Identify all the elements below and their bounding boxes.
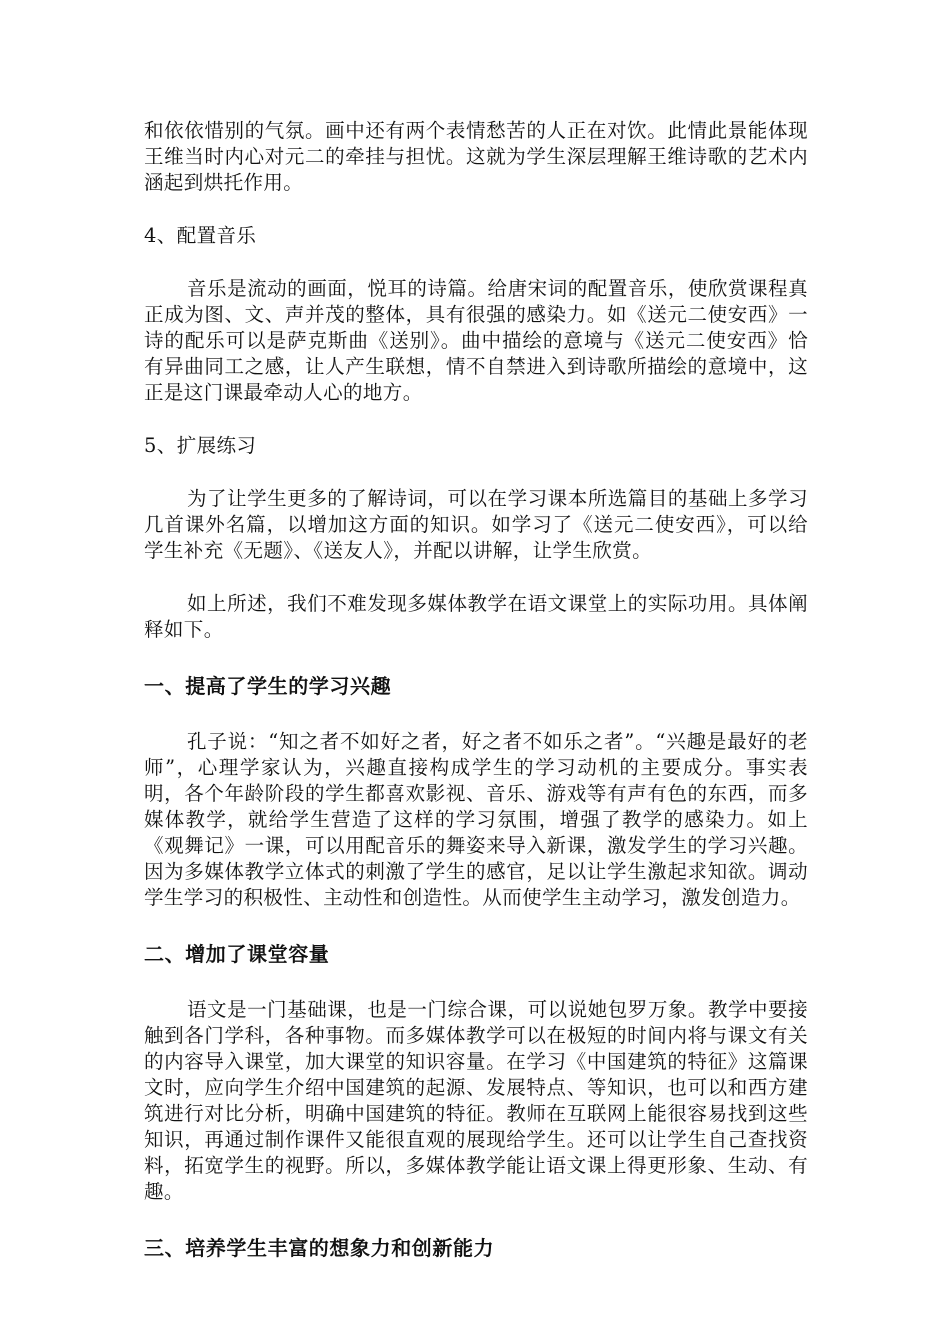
spacer	[144, 1205, 808, 1235]
paragraph-summary: 如上所述，我们不难发现多媒体教学在语文课堂上的实际功用。具体阐释如下。	[144, 592, 808, 641]
spacer	[144, 911, 808, 941]
spacer	[144, 459, 808, 486]
spacer	[144, 643, 808, 673]
item-4-title: 4、配置音乐	[144, 224, 257, 247]
spacer	[144, 249, 808, 276]
paragraph-item-5: 为了让学生更多的了解诗词，可以在学习课本所选篇目的基础上多学习几首课外名篇，以增加这方面的知识。如学习了《送元二使安西》，可以给学生补充《无题》、《送友人》，并配以讲解，让学生欣赏。	[144, 487, 808, 562]
paragraph-intro: 和依依惜别的气氛。画中还有两个表情愁苦的人正在对饮。此情此景能体现王维当时内心对元二的牵挂与担忧。这就为学生深层理解王维诗歌的艺术内涵起到烘托作用。	[144, 119, 808, 194]
spacer	[144, 406, 808, 433]
spacer	[144, 699, 808, 729]
document-page	[144, 118, 808, 1261]
paragraph-section-1: 孔子说：“知之者不如好之者，好之者不如乐之者”。“兴趣是最好的老师”，心理学家认为，兴趣直接构成学生的学习动机的主要成分。事实表明，各个年龄阶段的学生都喜欢影视、音乐、游戏等有声有色的东西，而多媒体教学，就给学生营造了这样的学习氛围，增强了教学的感染力。如上《观舞记》一课，可以用配音乐的舞姿来导入新课，激发学生的学习兴趣。因为多媒体教学立体式的刺激了学生的感官，足以让学生激起求知欲。调动学生学习的积极性、主动性和创造性。从而使学生主动学习，激发创造力。	[144, 730, 808, 909]
spacer	[144, 564, 808, 591]
section-3-heading: 三、培养学生丰富的想象力和创新能力	[144, 1236, 495, 1260]
spacer	[144, 196, 808, 223]
paragraph-section-2: 语文是一门基础课，也是一门综合课，可以说她包罗万象。教学中要接触到各门学科，各种事物。而多媒体教学可以在极短的时间内将与课文有关的内容导入课堂，加大课堂的知识容量。在学习《中国建筑的特征》这篇课文时，应向学生介绍中国建筑的起源、发展特点、等知识，也可以和西方建筑进行对比分析，明确中国建筑的特征。教师在互联网上能很容易找到这些知识，再通过制作课件又能很直观的展现给学生。还可以让学生自己查找资料，拓宽学生的视野。所以，多媒体教学能让语文课上得更形象、生动、有趣。	[144, 998, 808, 1203]
section-2-heading: 二、增加了课堂容量	[144, 942, 330, 966]
paragraph-item-4: 音乐是流动的画面，悦耳的诗篇。给唐宋词的配置音乐，使欣赏课程真正成为图、文、声并茂的整体，具有很强的感染力。如《送元二使安西》一诗的配乐可以是萨克斯曲《送别》。曲中描绘的意境与《送元二使安西》恰有异曲同工之感，让人产生联想，情不自禁进入到诗歌所描绘的意境中，这正是这门课最牵动人心的地方。	[144, 277, 808, 404]
spacer	[144, 967, 808, 997]
section-1-heading: 一、提高了学生的学习兴趣	[144, 674, 392, 698]
item-5-title: 5、扩展练习	[144, 434, 257, 457]
